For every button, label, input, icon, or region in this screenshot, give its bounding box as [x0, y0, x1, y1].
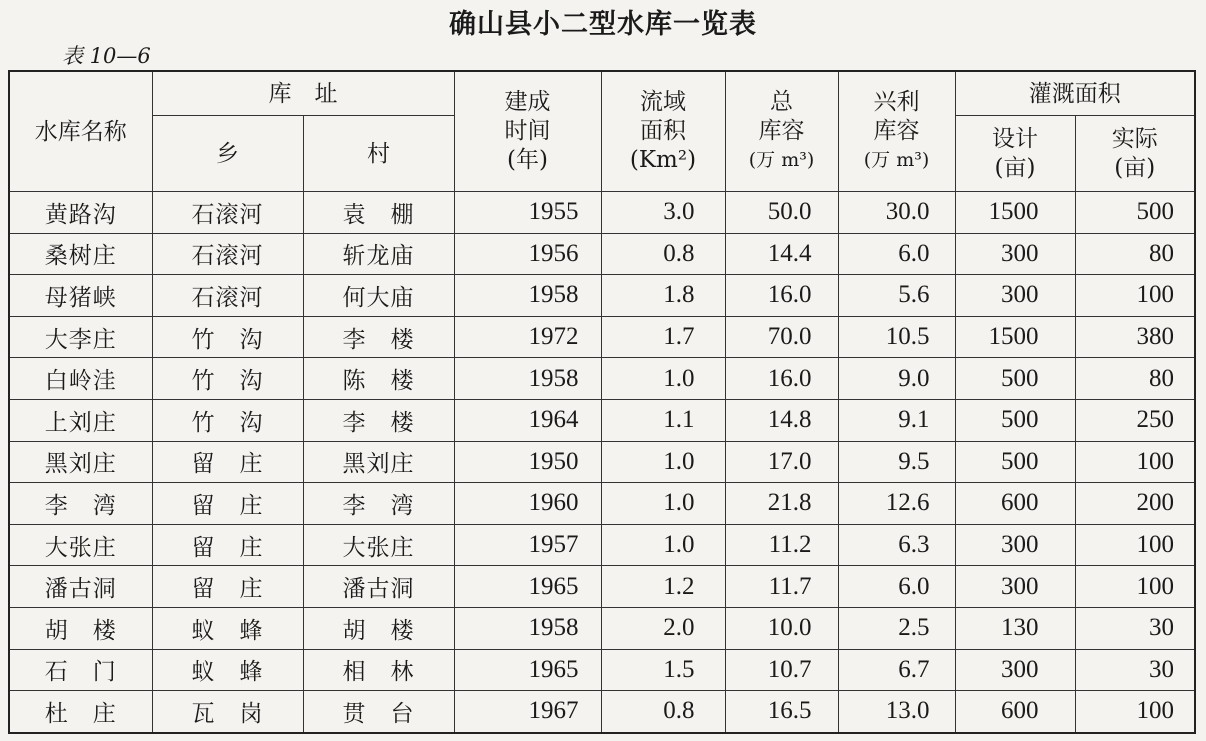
cell-year: 1965 — [454, 566, 601, 608]
cell-township: 留 庄 — [152, 441, 303, 483]
header-site: 库 址 — [152, 71, 454, 116]
header-basin-line3: (Km²) — [629, 147, 697, 173]
table-row — [9, 441, 1195, 483]
header-basin-line1: 流域 — [640, 89, 686, 115]
cell-total-capacity: 14.8 — [725, 399, 838, 441]
cell-village: 陈 楼 — [303, 358, 454, 400]
cell-name: 黄路沟 — [9, 192, 152, 234]
table-row — [9, 316, 1195, 358]
cell-basin-area: 2.0 — [601, 607, 725, 649]
cell-year: 1955 — [454, 192, 601, 234]
header-actual-line2: (亩) — [1114, 154, 1156, 181]
cell-useful-capacity: 12.6 — [838, 483, 955, 525]
cell-total-capacity: 10.0 — [725, 607, 838, 649]
cell-name: 白岭洼 — [9, 358, 152, 400]
cell-name: 桑树庄 — [9, 233, 152, 275]
cell-year: 1958 — [454, 607, 601, 649]
cell-actual-area: 100 — [1075, 275, 1195, 317]
table-body — [9, 192, 1195, 733]
header-actual-line1: 实际 — [1111, 125, 1158, 152]
cell-village: 大张庄 — [303, 524, 454, 566]
cell-name: 母猪峡 — [9, 275, 152, 317]
cell-total-capacity: 10.7 — [725, 649, 838, 691]
cell-basin-area: 1.0 — [601, 483, 725, 525]
header-irrigation: 灌溉面积 — [955, 71, 1195, 116]
cell-actual-area: 100 — [1075, 524, 1195, 566]
cell-township: 石滚河 — [152, 233, 303, 275]
table-row — [9, 566, 1195, 608]
cell-basin-area: 0.8 — [601, 691, 725, 733]
cell-village: 李 湾 — [303, 483, 454, 525]
cell-basin-area: 1.1 — [601, 399, 725, 441]
cell-useful-capacity: 13.0 — [838, 691, 955, 733]
cell-basin-area: 0.8 — [601, 233, 725, 275]
table-row — [9, 607, 1195, 649]
header-useful-line2: 库容 — [873, 118, 920, 144]
cell-township: 石滚河 — [152, 275, 303, 317]
cell-actual-area: 100 — [1075, 441, 1195, 483]
header-built-line1: 建成 — [504, 89, 551, 115]
header-village: 村 — [303, 116, 454, 192]
header-township: 乡 — [152, 116, 303, 192]
cell-useful-capacity: 6.0 — [838, 566, 955, 608]
header-built-line3: (年) — [507, 147, 548, 173]
cell-name: 潘古洞 — [9, 566, 152, 608]
cell-township: 留 庄 — [152, 524, 303, 566]
cell-year: 1958 — [454, 275, 601, 317]
cell-township: 蚁 蜂 — [152, 649, 303, 691]
cell-useful-capacity: 6.7 — [838, 649, 955, 691]
cell-village: 潘古洞 — [303, 566, 454, 608]
cell-name: 上刘庄 — [9, 399, 152, 441]
cell-village: 斩龙庙 — [303, 233, 454, 275]
cell-village: 相 林 — [303, 649, 454, 691]
header-total-line3: (万 m³) — [748, 149, 815, 171]
cell-name: 大张庄 — [9, 524, 152, 566]
cell-actual-area: 30 — [1075, 649, 1195, 691]
cell-design-area: 300 — [955, 233, 1075, 275]
cell-village: 袁 棚 — [303, 192, 454, 234]
cell-village: 胡 楼 — [303, 607, 454, 649]
header-basin-area — [601, 71, 725, 192]
header-useful-capacity — [838, 71, 955, 192]
cell-design-area: 300 — [955, 524, 1075, 566]
cell-basin-area: 1.0 — [601, 358, 725, 400]
cell-township: 留 庄 — [152, 566, 303, 608]
header-built-year — [454, 71, 601, 192]
header-total-line1: 总 — [770, 89, 793, 115]
cell-design-area: 500 — [955, 399, 1075, 441]
cell-township: 留 庄 — [152, 483, 303, 525]
table-row — [9, 275, 1195, 317]
table-row — [9, 649, 1195, 691]
cell-basin-area: 1.5 — [601, 649, 725, 691]
cell-useful-capacity: 30.0 — [838, 192, 955, 234]
cell-actual-area: 100 — [1075, 566, 1195, 608]
cell-township: 石滚河 — [152, 192, 303, 234]
header-design-line1: 设计 — [992, 125, 1038, 152]
cell-village: 何大庙 — [303, 275, 454, 317]
cell-actual-area: 80 — [1075, 358, 1195, 400]
cell-name: 石 门 — [9, 649, 152, 691]
header-name: 水库名称 — [9, 71, 152, 192]
table-row — [9, 358, 1195, 400]
cell-useful-capacity: 5.6 — [838, 275, 955, 317]
cell-total-capacity: 11.2 — [725, 524, 838, 566]
cell-name: 黑刘庄 — [9, 441, 152, 483]
cell-total-capacity: 14.4 — [725, 233, 838, 275]
cell-name: 杜 庄 — [9, 691, 152, 733]
cell-total-capacity: 70.0 — [725, 316, 838, 358]
cell-basin-area: 1.2 — [601, 566, 725, 608]
cell-township: 蚁 蜂 — [152, 607, 303, 649]
cell-actual-area: 380 — [1075, 316, 1195, 358]
cell-actual-area: 30 — [1075, 607, 1195, 649]
cell-basin-area: 1.7 — [601, 316, 725, 358]
cell-total-capacity: 11.7 — [725, 566, 838, 608]
cell-township: 瓦 岗 — [152, 691, 303, 733]
reservoir-table — [8, 70, 1196, 734]
cell-village: 李 楼 — [303, 399, 454, 441]
cell-total-capacity: 50.0 — [725, 192, 838, 234]
cell-design-area: 500 — [955, 358, 1075, 400]
cell-village: 黑刘庄 — [303, 441, 454, 483]
cell-year: 1964 — [454, 399, 601, 441]
cell-year: 1958 — [454, 358, 601, 400]
cell-basin-area: 1.0 — [601, 441, 725, 483]
cell-name: 李 湾 — [9, 483, 152, 525]
cell-useful-capacity: 9.5 — [838, 441, 955, 483]
cell-useful-capacity: 6.0 — [838, 233, 955, 275]
cell-village: 李 楼 — [303, 316, 454, 358]
cell-useful-capacity: 2.5 — [838, 607, 955, 649]
cell-township: 竹 沟 — [152, 316, 303, 358]
table-row — [9, 524, 1195, 566]
cell-total-capacity: 16.5 — [725, 691, 838, 733]
cell-basin-area: 3.0 — [601, 192, 725, 234]
cell-actual-area: 80 — [1075, 233, 1195, 275]
table-row — [9, 233, 1195, 275]
cell-actual-area: 200 — [1075, 483, 1195, 525]
cell-name: 胡 楼 — [9, 607, 152, 649]
cell-village: 贯 台 — [303, 691, 454, 733]
cell-design-area: 300 — [955, 275, 1075, 317]
cell-basin-area: 1.8 — [601, 275, 725, 317]
cell-year: 1957 — [454, 524, 601, 566]
header-design-line2: (亩) — [994, 154, 1036, 181]
cell-year: 1956 — [454, 233, 601, 275]
cell-design-area: 600 — [955, 691, 1075, 733]
header-useful-line1: 兴利 — [873, 89, 920, 115]
cell-design-area: 300 — [955, 649, 1075, 691]
cell-total-capacity: 21.8 — [725, 483, 838, 525]
cell-useful-capacity: 6.3 — [838, 524, 955, 566]
cell-township: 竹 沟 — [152, 358, 303, 400]
page-title: 确山县小二型水库一览表 — [449, 9, 757, 40]
header-total-line2: 库容 — [758, 118, 805, 144]
header-basin-line2: 面积 — [640, 118, 686, 144]
header-total-capacity — [725, 71, 838, 192]
cell-useful-capacity: 9.0 — [838, 358, 955, 400]
cell-year: 1950 — [454, 441, 601, 483]
table-row — [9, 399, 1195, 441]
table-row — [9, 483, 1195, 525]
table-row — [9, 192, 1195, 234]
cell-total-capacity: 16.0 — [725, 275, 838, 317]
cell-design-area: 500 — [955, 441, 1075, 483]
cell-design-area: 600 — [955, 483, 1075, 525]
cell-design-area: 130 — [955, 607, 1075, 649]
cell-actual-area: 250 — [1075, 399, 1195, 441]
cell-year: 1965 — [454, 649, 601, 691]
cell-year: 1960 — [454, 483, 601, 525]
header-built-line2: 时间 — [504, 118, 551, 144]
header-actual — [1075, 116, 1195, 192]
cell-township: 竹 沟 — [152, 399, 303, 441]
cell-actual-area: 500 — [1075, 192, 1195, 234]
header-useful-line3: (万 m³) — [863, 149, 930, 171]
cell-name: 大李庄 — [9, 316, 152, 358]
cell-total-capacity: 16.0 — [725, 358, 838, 400]
cell-actual-area: 100 — [1075, 691, 1195, 733]
cell-useful-capacity: 9.1 — [838, 399, 955, 441]
cell-year: 1972 — [454, 316, 601, 358]
cell-design-area: 1500 — [955, 316, 1075, 358]
table-row — [9, 691, 1195, 733]
cell-total-capacity: 17.0 — [725, 441, 838, 483]
cell-basin-area: 1.0 — [601, 524, 725, 566]
cell-design-area: 1500 — [955, 192, 1075, 234]
cell-useful-capacity: 10.5 — [838, 316, 955, 358]
cell-year: 1967 — [454, 691, 601, 733]
cell-design-area: 300 — [955, 566, 1075, 608]
table-number: 表 10—6 — [62, 44, 151, 68]
header-design — [955, 116, 1075, 192]
